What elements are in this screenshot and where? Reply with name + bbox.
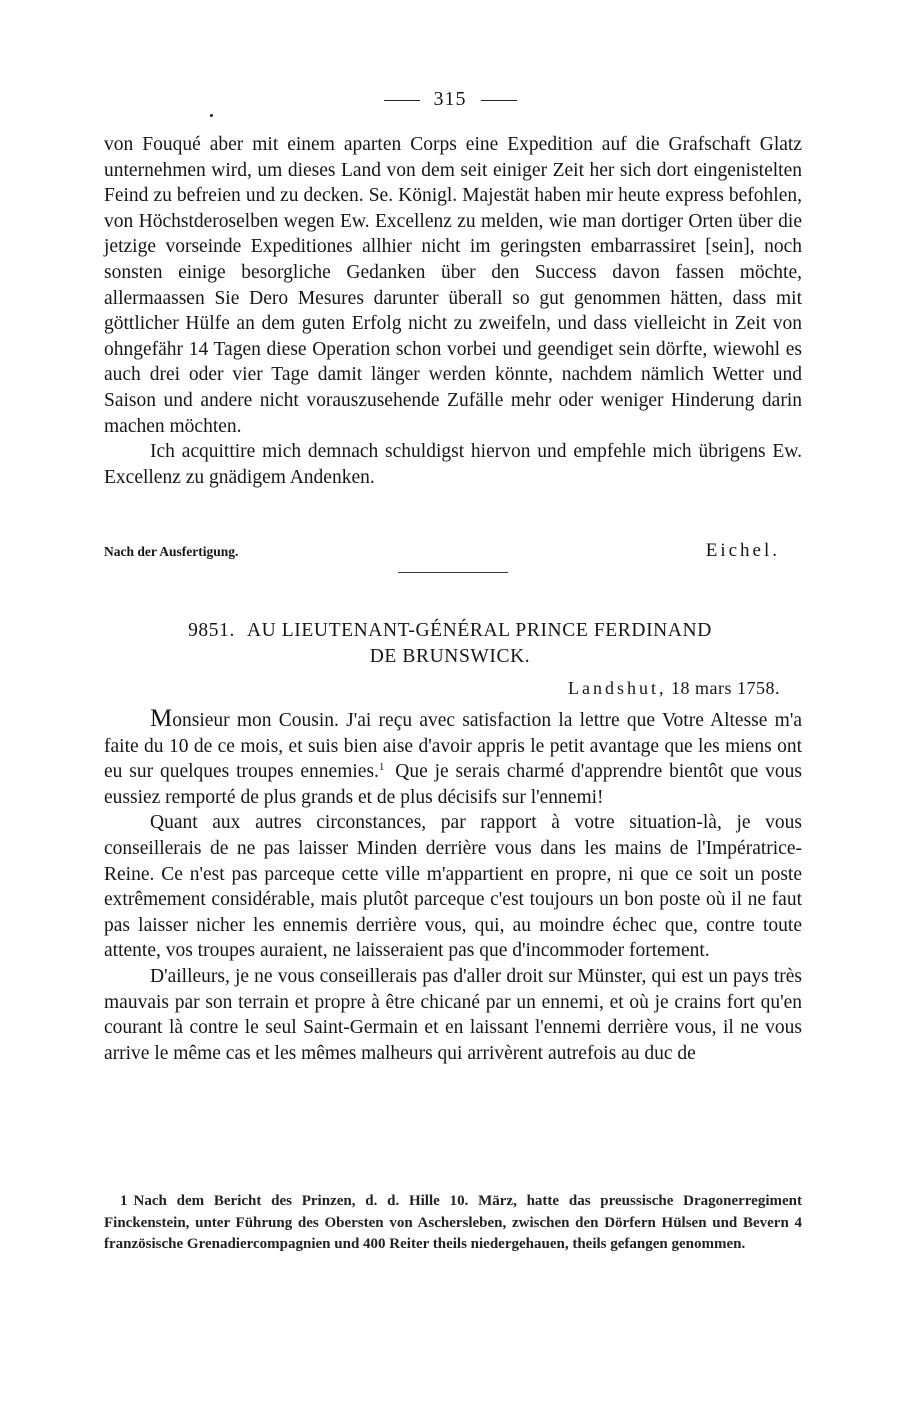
paragraph: Ich acquittire mich demnach schuldigst hiervon und empfehle mich übrigens Ew. Excellenz zu gnädigem Andenken. [104,441,802,488]
letter-heading [0,618,900,670]
footnote-reference[interactable]: 1 [378,760,385,773]
header-dash-right [481,100,517,101]
initial-letter: M [150,705,173,732]
letter-recipient: AU LIEUTENANT-GÉNÉRAL PRINCE FERDINAND [246,620,712,641]
paragraph-text: onsieur mon Cousin. J'ai reçu avec satisfaction la lettre que Votre Altesse m'a faite du 10 de ce mois, et suis bien aise d'avoir appris le petit avantage que les miens ont eu sur quelques troupes ennemies. [104,710,802,783]
paragraph [104,706,802,810]
paragraph: Quant aux autres circonstances, par rapport à votre situation-là, je vous conseillerais de ne pas laisser Minden derrière vous dans les mains de l'Impératrice-Reine. Ce n'est pas parceque cette ville m'appartient en propre, ni que ce soit un poste extrêmement considérable, mais plutôt parceque c'est toujours un bon poste où il ne faut pas laisser nicher les ennemis derrière vous, qui, au moindre échec que, contre toute attente, vos troupes auraient, ne laisseraient pas que d'incommoder fortement. [104,812,802,962]
page-header [0,88,900,111]
separator-rule [398,572,508,573]
letter-recipient-line-2: DE BRUNSWICK. [369,646,531,667]
paragraph-text: Que je serais charmé d'apprendre bientôt que vous eussiez remporté de plus grands et de plus décisifs sur l'ennemi! [104,761,802,808]
footnote-text: Nach dem Bericht des Prinzen, d. d. Hille 10. März, hatte das preussische Dragonerregiment Finckenstein, unter Führung des Obersten von Aschersleben, zwischen den Dörfern Hülsen und Bevern 4 französische Grenadiercompagnien und 400 Reiter theils niedergehauen, theils gefangen genommen. [104,1193,802,1252]
paragraph: von Fouqué aber mit einem aparten Corps eine Expedition auf die Grafschaft Glatz unternehmen wird, um dieses Land von dem seit einiger Zeit her sich dort eingenistelten Feind zu befreien und zu decken. Se. Königl. Majestät haben mir heute express befohlen, von Höchstderoselben wegen Ew. Excellenz zu melden, wie man dortiger Orten über die jetzige vorseinde Expeditiones allhier nicht im geringsten embarrassiret [sein], noch sonsten einige besorgliche Gedanken über den Success davon fassen möchte, allermaassen Sie Dero Mesures darunter überall so gut genommen hätten, dass mit göttlicher Hülfe an dem guten Erfolg nicht zu zweifeln, und dass vielleicht in Zeit von ohngefähr 14 Tagen diese Operation schon vorbei und geendiget sein dörfte, wiewohl es auch drei oder vier Tage damit länger werden könnte, nachdem nämlich Wetter und Saison und andere nicht vorauszusehende Zufälle mehr oder weniger Hinderung darin machen möchten. [104,134,802,437]
paragraph: D'ailleurs, je ne vous conseillerais pas d'aller droit sur Münster, qui est un pays très mauvais par son terrain et propre à être chicané par un ennemi, et où je crains fort qu'en courant là contre le seul Saint-Germain et en laissant l'ennemi derrière vous, il ne vous arrive le même cas et les mêmes malheurs qui arrivèrent autrefois au duc de [104,965,802,1064]
letter-date: 18 mars 1758. [671,678,780,698]
letter-number: 9851. [188,620,235,641]
signature: Eichel. [705,540,780,561]
letter-heading-line-1 [0,618,900,644]
footnote [104,1191,802,1256]
page-number: 315 [433,88,467,110]
source-note: Nach der Ausfertigung. [104,544,239,559]
letter-body [104,706,802,1066]
previous-letter-text [104,132,802,490]
header-dash-left [384,100,420,101]
print-speck [210,114,213,117]
place-date [568,678,780,699]
footnote-number: 1 [120,1193,128,1209]
source-line [104,540,802,566]
letter-place: Landshut, [568,678,667,698]
